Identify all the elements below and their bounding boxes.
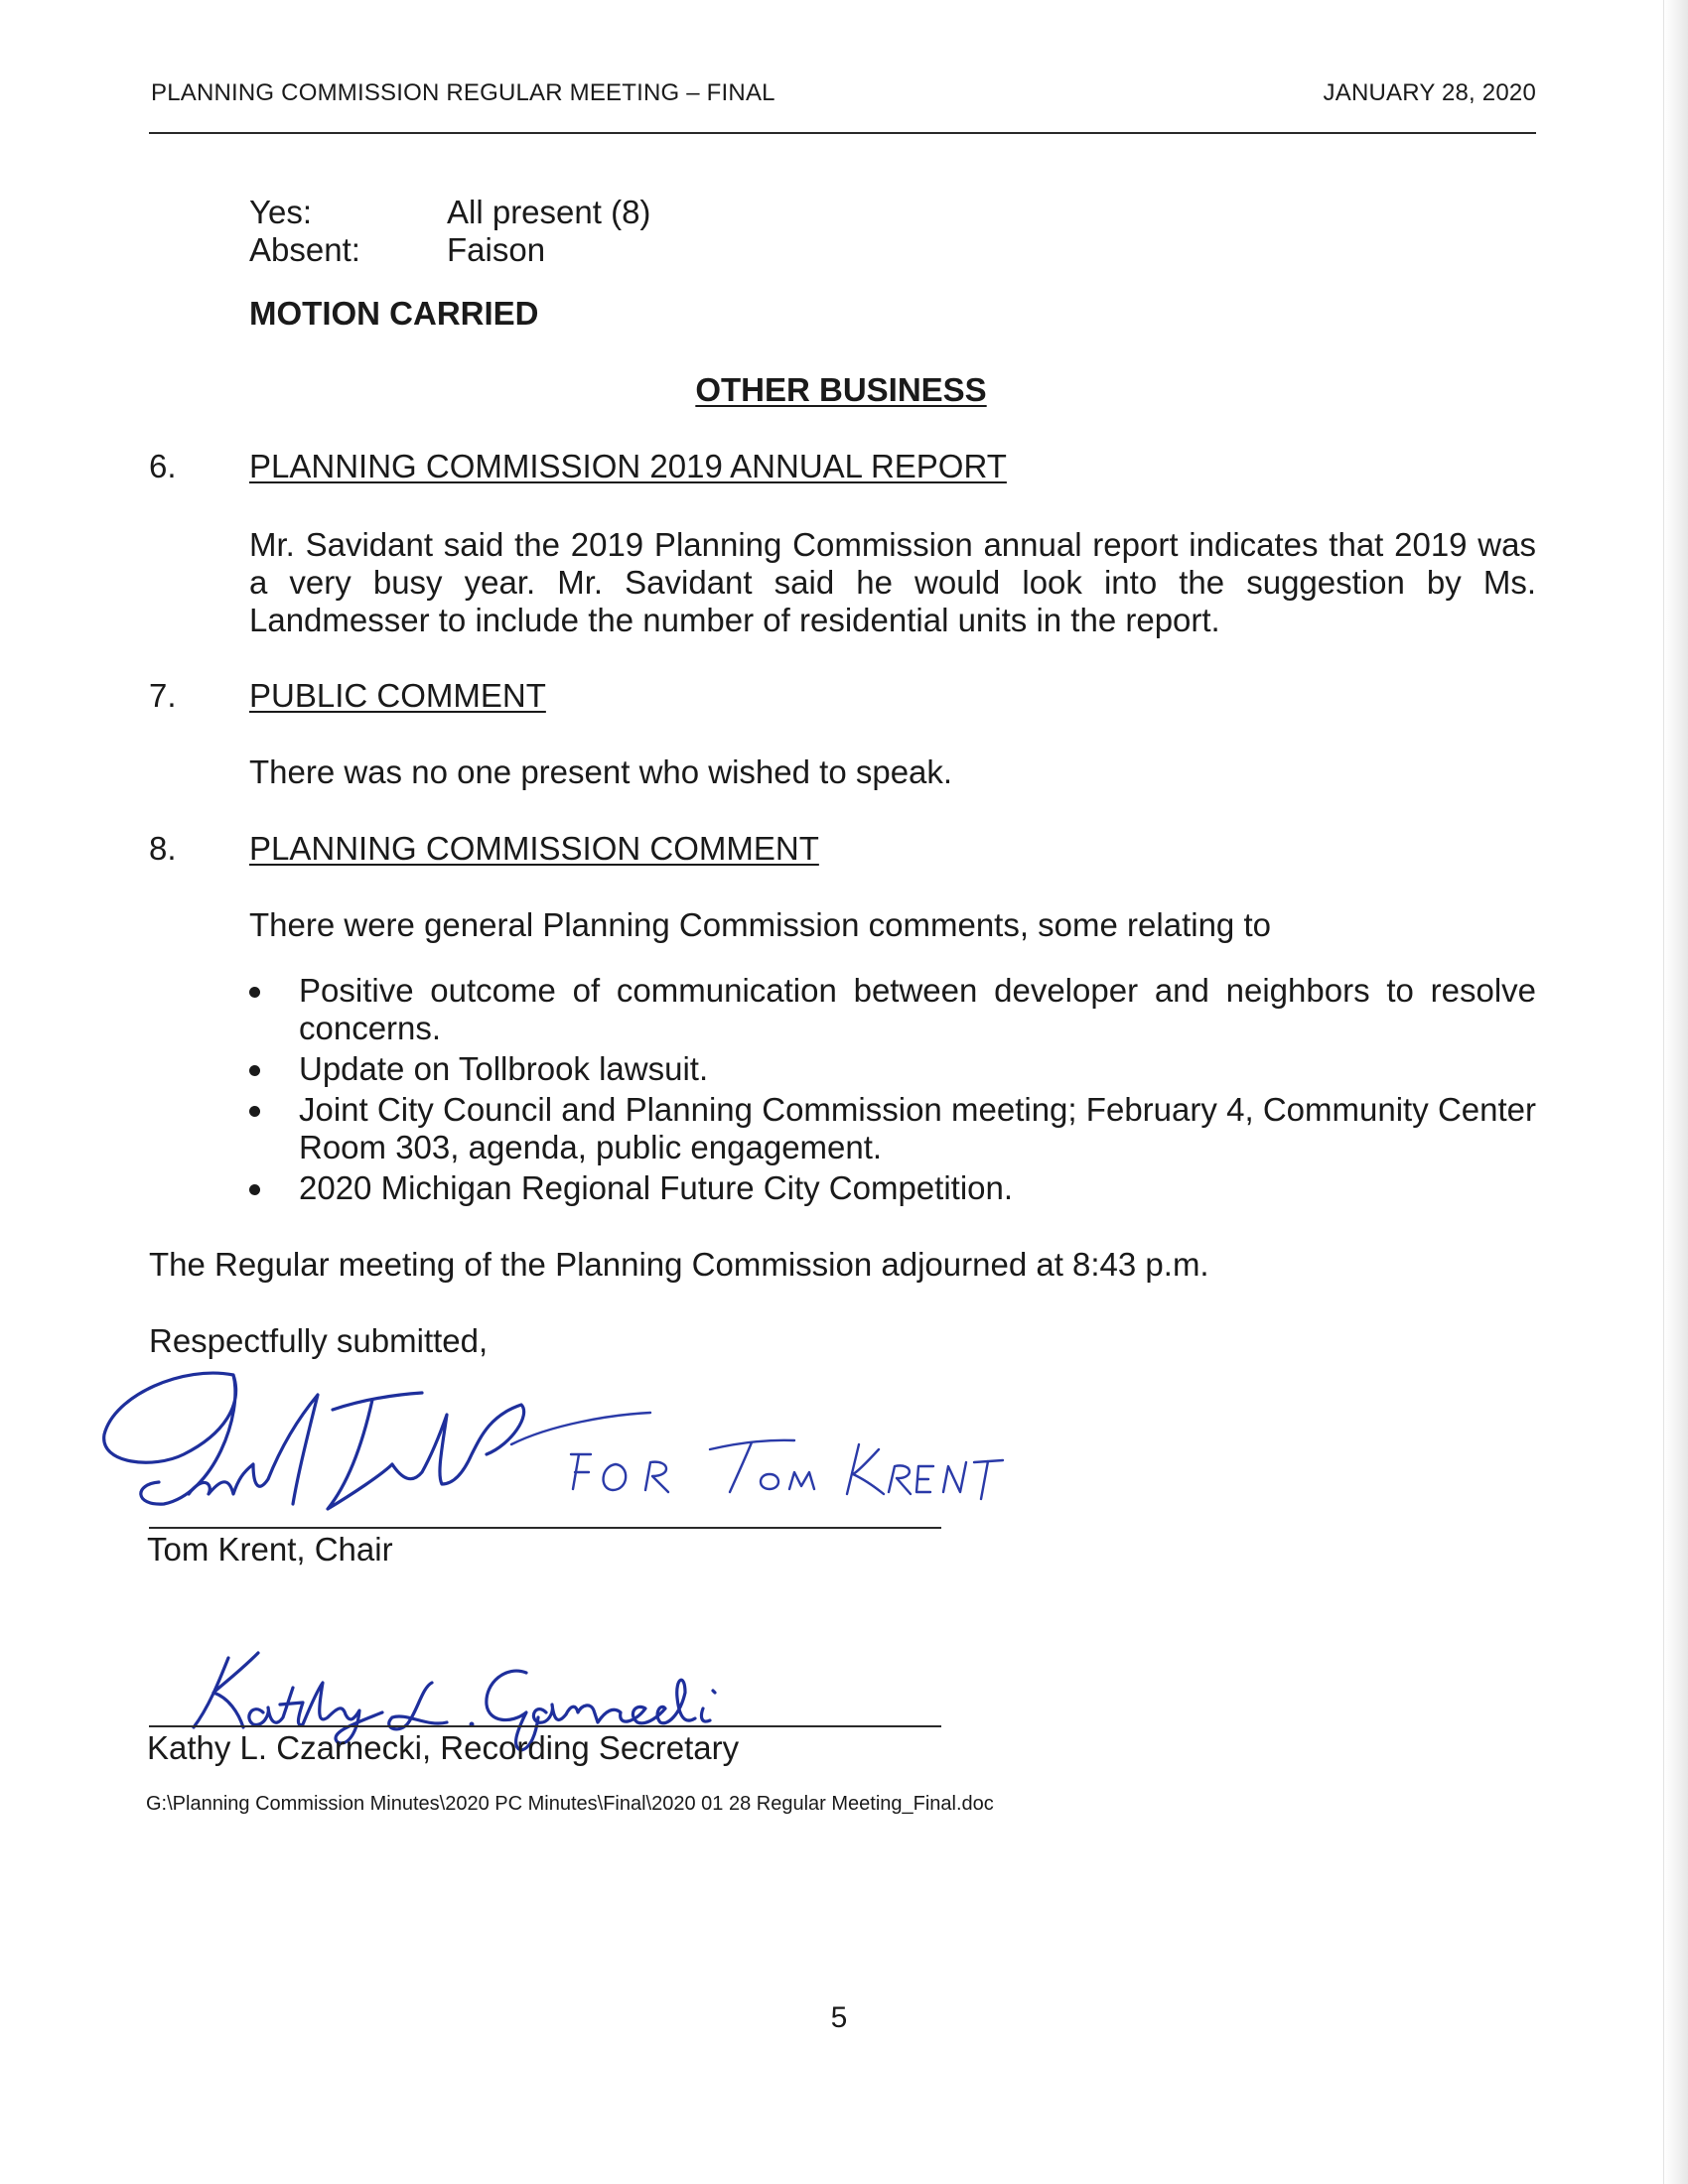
bullet-icon bbox=[249, 1184, 260, 1195]
document-file-path: G:\Planning Commission Minutes\2020 PC Minutes\Final\2020 01 28 Regular Meeting_Final.doc bbox=[146, 1793, 994, 1815]
item-title: PUBLIC COMMENT bbox=[249, 677, 546, 714]
list-item-text: 2020 Michigan Regional Future City Competition. bbox=[299, 1169, 1014, 1206]
item-title: PLANNING COMMISSION COMMENT bbox=[249, 830, 819, 867]
list-item bbox=[249, 1050, 1536, 1088]
vote-yes-label: Yes: bbox=[249, 194, 313, 230]
item-paragraph: There were general Planning Commission comments, some relating to bbox=[249, 906, 1271, 943]
item-number: 8. bbox=[149, 830, 177, 867]
list-item-text: Update on Tollbrook lawsuit. bbox=[299, 1050, 709, 1087]
item-title: PLANNING COMMISSION 2019 ANNUAL REPORT bbox=[249, 448, 1007, 484]
signature-line bbox=[149, 1527, 941, 1529]
item-number: 7. bbox=[149, 677, 177, 714]
closing-text: Respectfully submitted, bbox=[149, 1322, 489, 1359]
secretary-name: Kathy L. Czarnecki, Recording Secretary bbox=[147, 1729, 740, 1766]
bullet-icon bbox=[249, 987, 260, 998]
header-date: JANUARY 28, 2020 bbox=[1323, 79, 1536, 106]
list-item bbox=[249, 1091, 1536, 1166]
list-item bbox=[249, 1169, 1536, 1207]
vote-absent-label: Absent: bbox=[249, 231, 360, 268]
chair-name: Tom Krent, Chair bbox=[147, 1531, 393, 1568]
item-paragraph: There was no one present who wished to speak. bbox=[249, 753, 953, 790]
motion-result: MOTION CARRIED bbox=[249, 295, 539, 332]
item-number: 6. bbox=[149, 448, 177, 484]
chair-signature bbox=[94, 1355, 1028, 1534]
bullet-icon bbox=[249, 1065, 260, 1076]
header-divider bbox=[149, 132, 1536, 134]
list-item bbox=[249, 972, 1536, 1047]
list-item-text: Joint City Council and Planning Commission meeting; February 4, Community Center Room 303, agenda, public engagement. bbox=[299, 1091, 1536, 1165]
signature-line bbox=[149, 1725, 941, 1727]
vote-yes-value: All present (8) bbox=[447, 194, 651, 230]
bullet-icon bbox=[249, 1106, 260, 1117]
item-paragraph: Mr. Savidant said the 2019 Planning Commission annual report indicates that 2019 was a very busy year. Mr. Savidant said he would look into the suggestion by Ms. Landmesser to include the number of residential units in the report. bbox=[249, 526, 1536, 638]
header-title: PLANNING COMMISSION REGULAR MEETING – FINAL bbox=[151, 79, 775, 106]
page-number: 5 bbox=[830, 2001, 848, 2034]
list-item-text: Positive outcome of communication between developer and neighbors to resolve concerns. bbox=[299, 972, 1536, 1046]
section-heading: OTHER BUSINESS bbox=[695, 371, 987, 408]
vote-absent-value: Faison bbox=[447, 231, 546, 268]
adjournment-text: The Regular meeting of the Planning Commission adjourned at 8:43 p.m. bbox=[149, 1246, 1209, 1283]
page-edge-shadow bbox=[1663, 0, 1688, 2184]
comment-bullet-list bbox=[249, 972, 1536, 1210]
